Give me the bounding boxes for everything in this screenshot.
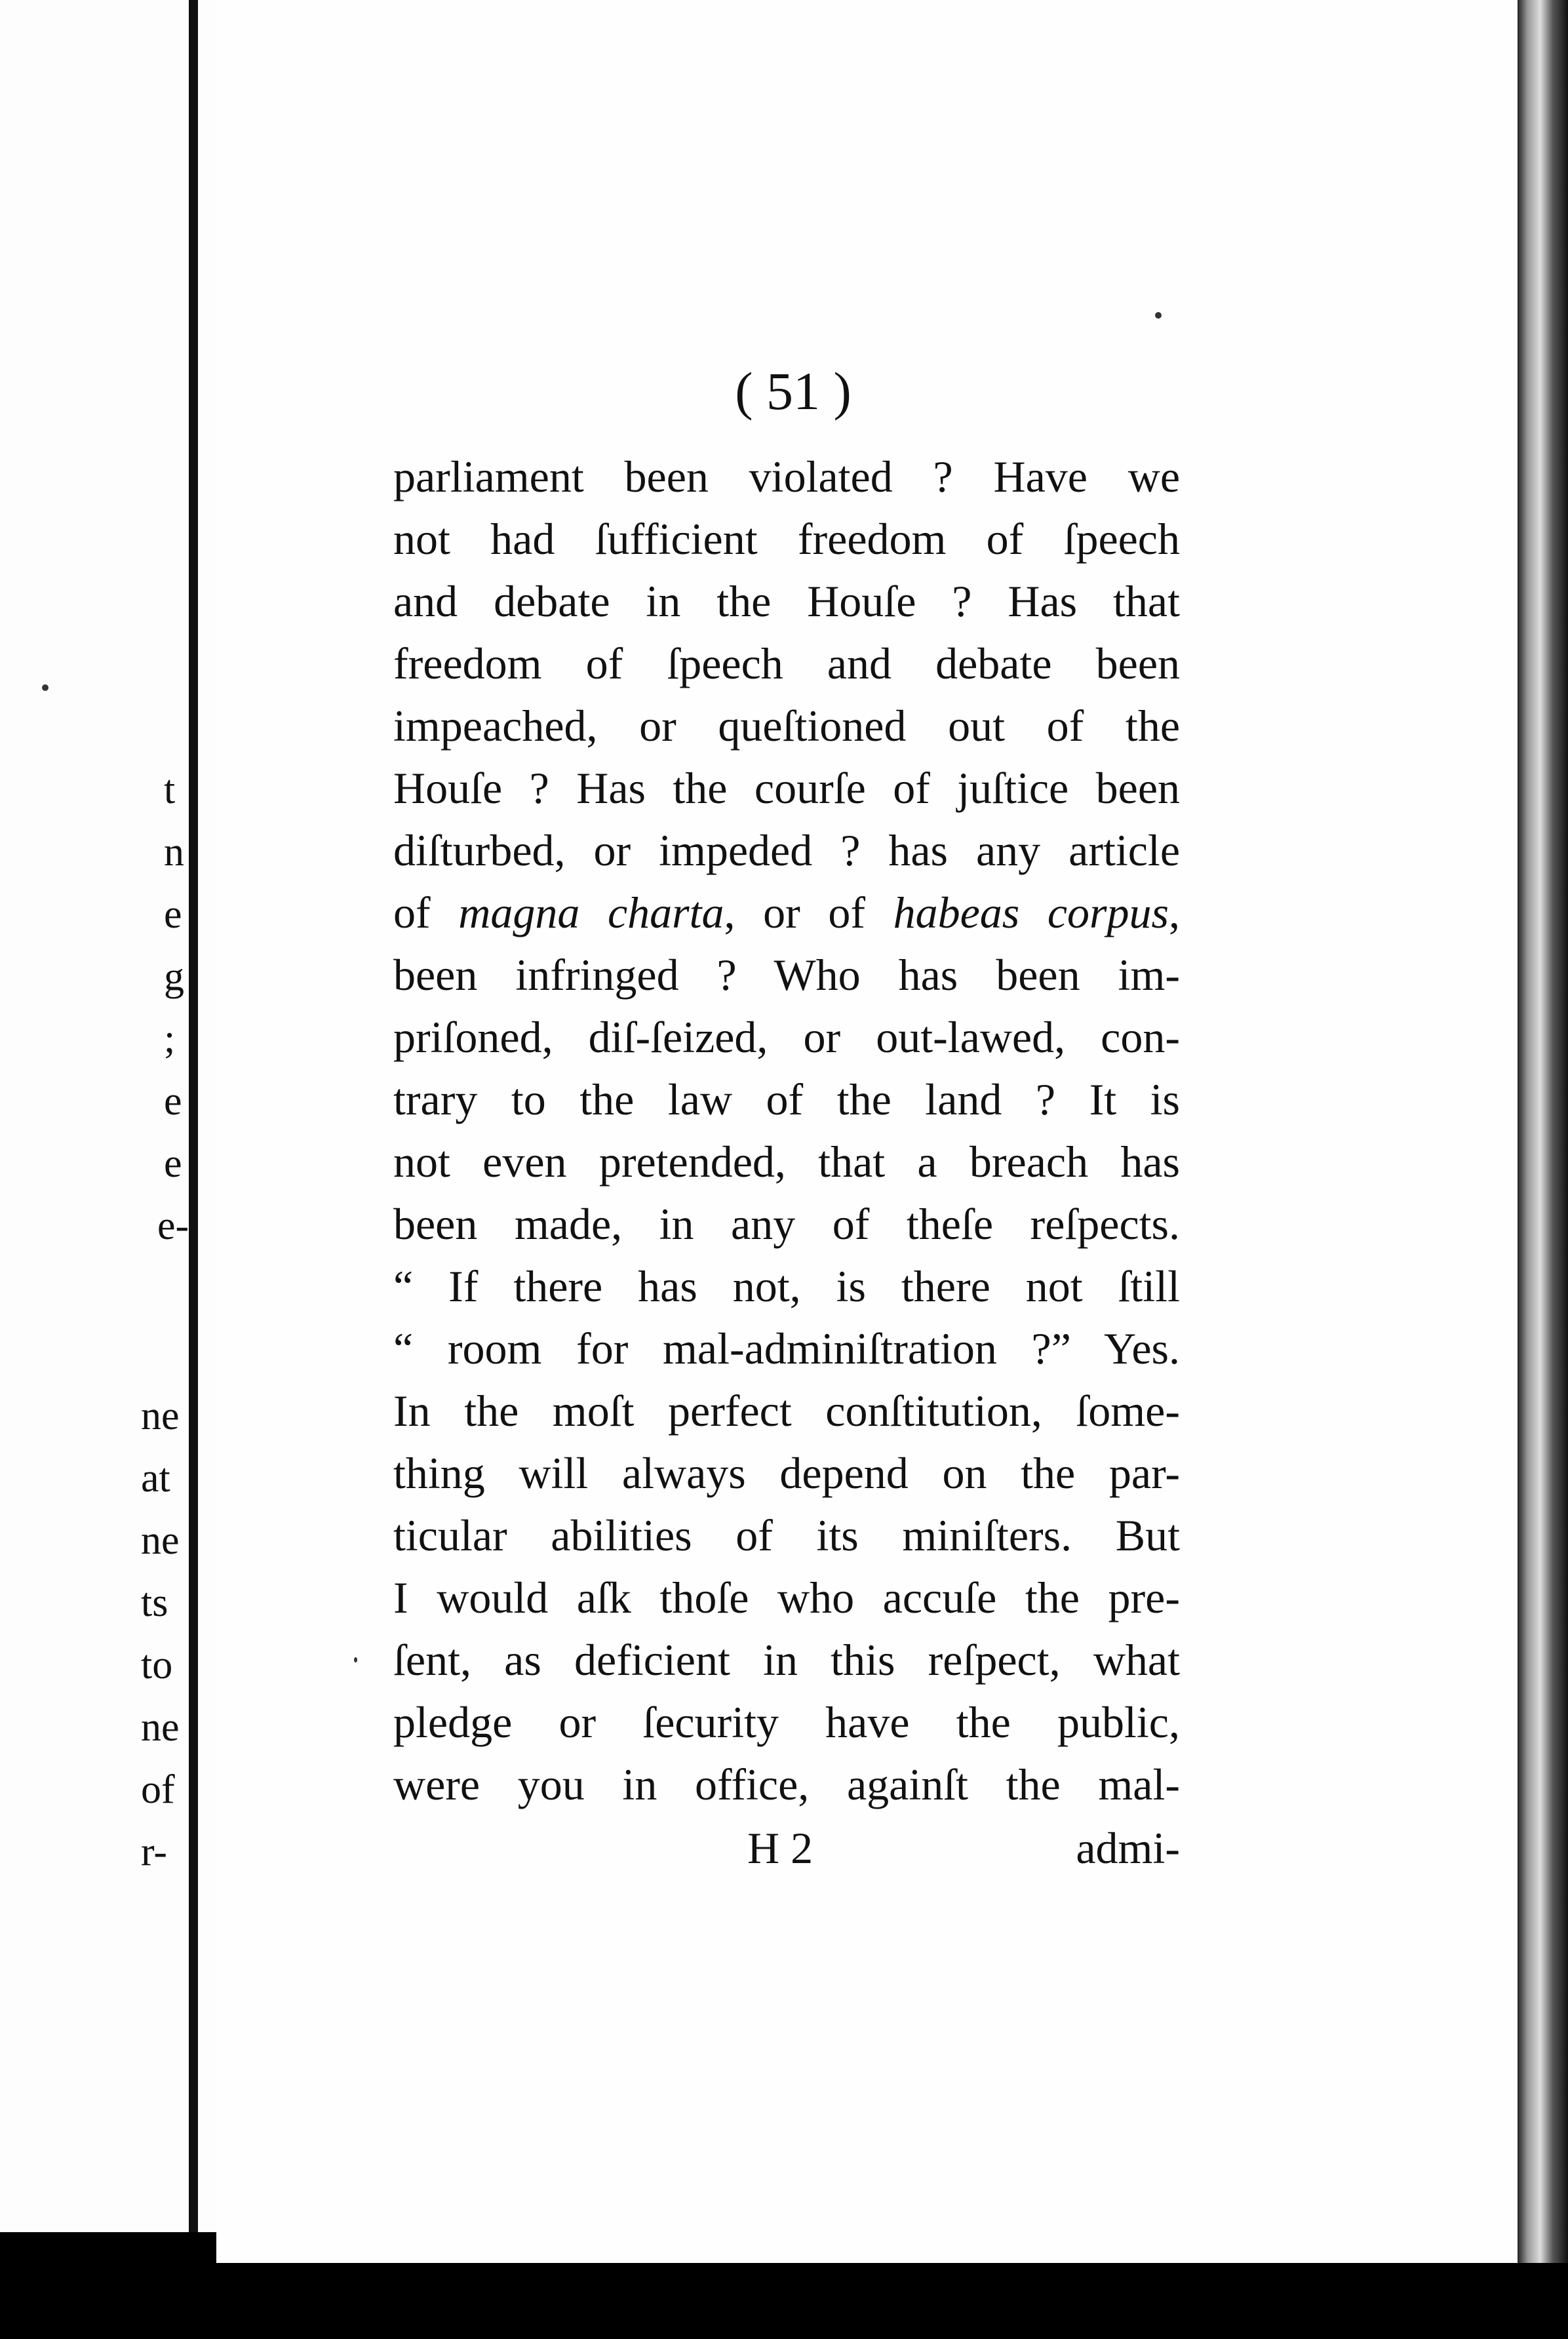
text-line: trary to the law of the land ? It is	[393, 1074, 1180, 1124]
page-number: ( 51 )	[735, 361, 852, 421]
left-fragment: of	[141, 1767, 175, 1812]
text-line: freedom of ſpeech and debate been	[393, 639, 1180, 688]
left-fragment: ts	[141, 1581, 168, 1625]
left-fragment: ne	[141, 1705, 180, 1750]
left-fragment: r-	[141, 1830, 168, 1874]
text-line: and debate in the Houſe ? Has that	[393, 576, 1180, 626]
gutter-line	[189, 0, 198, 2232]
text-line: ſent, as deficient in this reſpect, what	[393, 1635, 1180, 1685]
text-line: priſoned, diſ-ſeized, or out-lawed, con-	[393, 1012, 1180, 1062]
left-fragment: g	[164, 954, 184, 999]
left-fragment: ne	[141, 1394, 180, 1438]
text-line: Houſe ? Has the courſe of juſtice been	[393, 763, 1180, 813]
text-segment: , or of	[724, 888, 893, 937]
gutter-gap	[198, 0, 216, 2232]
scan-border	[0, 2263, 1568, 2339]
left-fragment: e	[164, 1079, 182, 1124]
body-text	[393, 446, 1180, 1816]
text-line: been made, in any of theſe reſpects.	[393, 1199, 1180, 1249]
text-line: were you in office, againſt the mal-	[393, 1759, 1180, 1809]
ink-speck	[354, 1657, 357, 1662]
text-line: not had ſufficient freedom of ſpeech	[393, 514, 1180, 564]
left-fragment: at	[141, 1456, 170, 1501]
text-segment: ,	[1168, 888, 1180, 937]
left-fragment: ;	[164, 1017, 176, 1061]
text-line: thing will always depend on the par-	[393, 1448, 1180, 1498]
left-fragment: n	[164, 830, 184, 875]
text-line: diſturbed, or impeded ? has any article	[393, 825, 1180, 875]
left-fragment: e	[164, 892, 182, 937]
italic-term: habeas corpus	[893, 888, 1169, 937]
text-segment: of	[393, 888, 459, 937]
text-line: pledge or ſecurity have the public,	[393, 1697, 1180, 1747]
text-line: parliament been violated ? Have we	[393, 452, 1180, 501]
ink-speck	[42, 684, 49, 691]
text-line: ticular abilities of its miniſters. But	[393, 1510, 1180, 1560]
text-line: not even pretended, that a breach has	[393, 1137, 1180, 1187]
page-stack-edge	[1518, 0, 1568, 2263]
left-fragment: e	[164, 1141, 182, 1186]
text-line: I would aſk thoſe who accuſe the pre-	[393, 1573, 1180, 1622]
left-fragment: t	[164, 768, 176, 812]
left-fragment: ne	[141, 1518, 180, 1563]
text-line: “ room for mal-adminiſtration ?” Yes.	[393, 1324, 1180, 1373]
page-footer	[393, 1822, 1180, 1885]
italic-term: magna charta	[458, 888, 724, 937]
catchword: admi-	[1076, 1823, 1180, 1873]
ink-speck	[1155, 312, 1162, 319]
signature-mark: H 2	[747, 1823, 813, 1873]
text-line: In the moſt perfect conſtitution, ſome-	[393, 1386, 1180, 1436]
text-line: been infringed ? Who has been im-	[393, 950, 1180, 1000]
left-fragment: e-	[157, 1204, 189, 1248]
left-fragment: to	[141, 1643, 173, 1687]
previous-page-text-fragments	[0, 0, 189, 2232]
text-line: impeached, or queſtioned out of the	[393, 701, 1180, 751]
text-line: “ If there has not, is there not ſtill	[393, 1261, 1180, 1311]
text-line-with-italics	[393, 882, 1180, 944]
